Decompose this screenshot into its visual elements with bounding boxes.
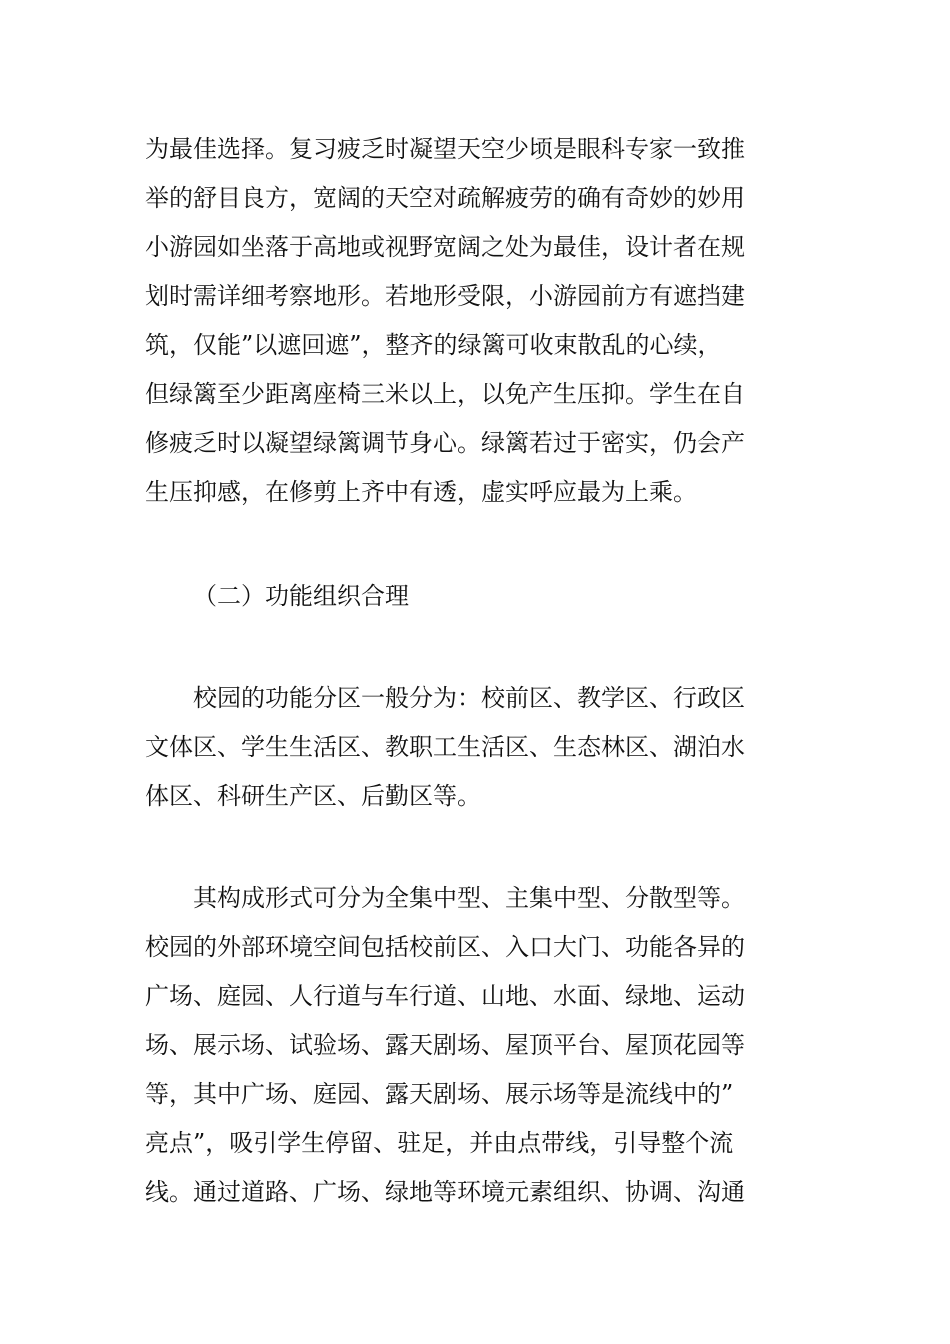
paragraph-2-line: 校园的功能分区一般分为：校前区、教学区、行政区	[193, 684, 745, 712]
paragraph-3-line: 等，其中广场、庭园、露天剧场、展示场等是流线中的”	[145, 1080, 734, 1108]
paragraph-1-line: 筑，仅能”以遮回遮”，整齐的绿篱可收束散乱的心续，	[145, 331, 722, 359]
paragraph-1-line: 举的舒目良方，宽阔的天空对疏解疲劳的确有奇妙的妙用	[145, 184, 745, 212]
paragraph-2-line: 文体区、学生生活区、教职工生活区、生态林区、湖泊水	[145, 733, 745, 761]
section-heading: （二）功能组织合理	[193, 582, 409, 610]
paragraph-1-line: 划时需详细考察地形。若地形受限，小游园前方有遮挡建	[145, 282, 745, 310]
paragraph-3-line: 场、展示场、试验场、露天剧场、屋顶平台、屋顶花园等	[145, 1031, 745, 1059]
paragraph-3-line: 广场、庭园、人行道与车行道、山地、水面、绿地、运动	[145, 982, 745, 1010]
paragraph-1-line: 为最佳选择。复习疲乏时凝望天空少顷是眼科专家一致推	[145, 135, 745, 163]
paragraph-3-line: 其构成形式可分为全集中型、主集中型、分散型等。	[193, 884, 745, 912]
paragraph-3-line: 线。通过道路、广场、绿地等环境元素组织、协调、沟通	[145, 1178, 745, 1206]
paragraph-2-line: 体区、科研生产区、后勤区等。	[145, 782, 481, 810]
paragraph-1-line: 小游园如坐落于高地或视野宽阔之处为最佳，设计者在规	[145, 233, 745, 261]
paragraph-3-line: 亮点”，吸引学生停留、驻足，并由点带线，引导整个流	[145, 1129, 734, 1157]
paragraph-1-line: 但绿篱至少距离座椅三米以上，以免产生压抑。学生在自	[145, 380, 745, 408]
paragraph-1-line: 修疲乏时以凝望绿篱调节身心。绿篱若过于密实，仍会产	[145, 429, 745, 457]
paragraph-3-line: 校园的外部环境空间包括校前区、入口大门、功能各异的	[145, 933, 745, 961]
paragraph-1-line: 生压抑感，在修剪上齐中有透，虚实呼应最为上乘。	[145, 478, 697, 506]
